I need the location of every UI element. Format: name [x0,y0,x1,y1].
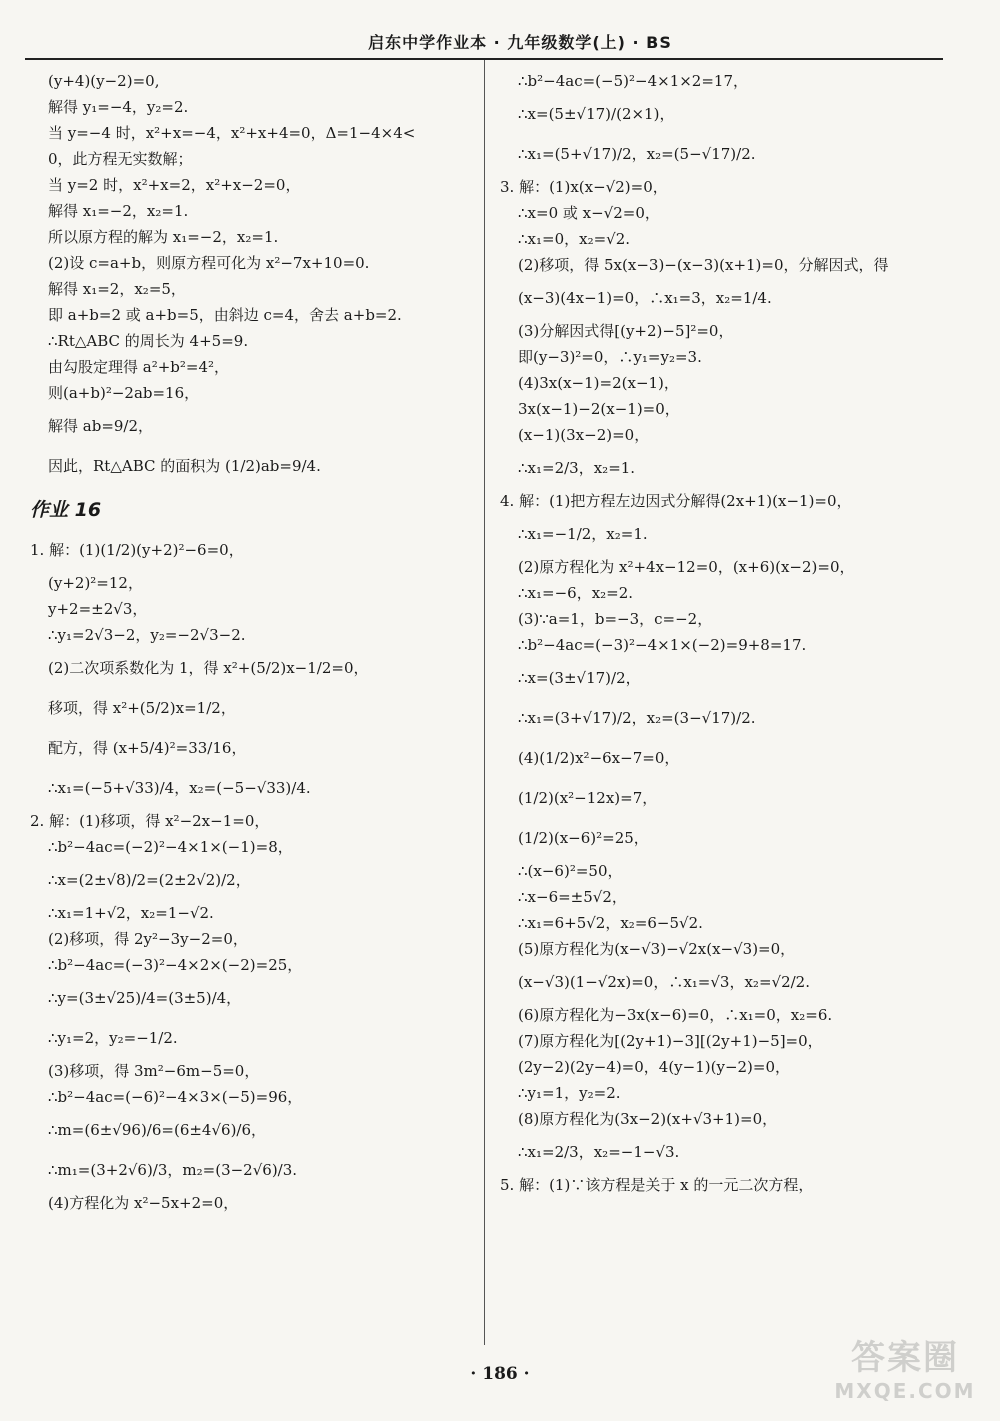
watermark-url: MXQE.COM [834,1379,976,1403]
text-line: ∴x=(2±√8)/2=(2±2√2)/2， [48,871,251,889]
text-line: 3. 解：(1)x(x−√2)=0， [500,178,668,196]
page-header: 启东中学作业本 · 九年级数学(上) · BS [368,33,672,52]
watermark-text: 答案圈 [851,1338,959,1378]
text-line: (2)移项，得 2y²−3y−2=0， [48,930,248,948]
watermark-logo [820,1330,990,1410]
text-line: 3x(x−1)−2(x−1)=0， [518,400,680,418]
text-line: ∴y₁=2√3−2，y₂=−2√3−2. [48,626,246,644]
text-line: (4)3x(x−1)=2(x−1)， [518,374,679,392]
text-line: (3)∵a=1，b=−3，c=−2， [518,610,713,628]
text-line: y+2=±2√3， [48,600,148,618]
text-line: 1. 解：(1)(1/2)(y+2)²−6=0， [30,541,244,559]
column-divider [484,60,485,1345]
text-line: 由勾股定理得 a²+b²=4²， [48,358,230,376]
text-line: (2)原方程化为 x²+4x−12=0，(x+6)(x−2)=0， [518,558,855,576]
text-line: 当 y=2 时，x²+x=2，x²+x−2=0， [48,176,301,194]
text-line: (3)分解因式得[(y+2)−5]²=0， [518,322,734,340]
text-line: ∴x₁=2/3，x₂=1. [518,459,636,477]
text-line: ∴m=(6±√96)/6=(6±4√6)/6， [48,1121,267,1139]
text-line: ∴x−6=±5√2， [518,888,627,906]
text-line: 当 y=−4 时，x²+x=−4，x²+x+4=0，Δ=1−4×4< [48,124,416,142]
text-line: (8)原方程化为(3x−2)(x+√3+1)=0， [518,1110,778,1128]
text-line: ∴x₁=−6，x₂=2. [518,584,634,602]
text-line: 即 a+b=2 或 a+b=5，由斜边 c=4，舍去 a+b=2. [48,306,402,324]
text-line: ∴b²−4ac=(−5)²−4×1×2=17， [518,72,749,90]
text-line: 则(a+b)²−2ab=16， [48,384,200,402]
text-line: (2y−2)(2y−4)=0，4(y−1)(y−2)=0， [518,1058,791,1076]
text-line: ∴x=(3±√17)/2， [518,669,641,687]
text-line: (4)方程化为 x²−5x+2=0， [48,1194,239,1212]
text-line: 所以原方程的解为 x₁=−2，x₂=1. [48,228,279,246]
text-line: (y+2)²=12， [48,574,143,592]
text-line: ∴Rt△ABC 的周长为 4+5=9. [48,332,249,350]
text-line: (7)原方程化为[(2y+1)−3][(2y+1)−5]=0， [518,1032,823,1050]
page-number: · 186 · [470,1364,530,1384]
text-line: ∴x₁=6+5√2，x₂=6−5√2. [518,914,703,932]
text-line: 解得 ab=9/2， [48,417,154,435]
text-line: (1/2)(x−6)²=25， [518,829,649,847]
section-title: 作业 16 [30,499,102,521]
text-line: ∴b²−4ac=(−3)²−4×2×(−2)=25， [48,956,303,974]
text-line: (1/2)(x²−12x)=7， [518,789,658,807]
text-line: (5)原方程化为(x−√3)−√2x(x−√3)=0， [518,940,796,958]
text-line: ∴b²−4ac=(−6)²−4×3×(−5)=96， [48,1088,303,1106]
text-line: (2)设 c=a+b，则原方程可化为 x²−7x+10=0. [48,254,370,272]
text-line: ∴y₁=2，y₂=−1/2. [48,1029,178,1047]
text-line: ∴x₁=(−5+√33)/4，x₂=(−5−√33)/4. [48,779,311,797]
text-line: 4. 解：(1)把方程左边因式分解得(2x+1)(x−1)=0， [500,492,852,510]
text-line: 即(y−3)²=0，∴y₁=y₂=3. [518,348,702,366]
text-line: ∴(x−6)²=50， [518,862,623,880]
text-line: ∴x₁=(5+√17)/2，x₂=(5−√17)/2. [518,145,756,163]
text-line: ∴b²−4ac=(−2)²−4×1×(−1)=8， [48,838,293,856]
right-column [500,68,970,1198]
text-line: ∴y=(3±√25)/4=(3±5)/4， [48,989,242,1007]
text-line: (x−3)(4x−1)=0，∴x₁=3，x₂=1/4. [518,289,772,307]
text-line: ∴m₁=(3+2√6)/3，m₂=(3−2√6)/3. [48,1161,298,1179]
text-line: 解得 x₁=−2，x₂=1. [48,202,189,220]
text-line: 2. 解：(1)移项，得 x²−2x−1=0， [30,812,270,830]
text-line: 因此，Rt△ABC 的面积为 (1/2)ab=9/4. [48,457,321,475]
text-line: 5. 解：(1)∵该方程是关于 x 的一元二次方程， [500,1176,814,1194]
text-line: ∴x₁=2/3，x₂=−1−√3. [518,1143,680,1161]
text-line: (x−√3)(1−√2x)=0，∴x₁=√3，x₂=√2/2. [518,973,810,991]
text-line: (x−1)(3x−2)=0， [518,426,650,444]
text-line: ∴b²−4ac=(−3)²−4×1×(−2)=9+8=17. [518,636,807,654]
left-column [30,68,470,1216]
text-line: ∴x=0 或 x−√2=0， [518,204,660,222]
text-line: ∴x₁=1+√2，x₂=1−√2. [48,904,214,922]
text-line: ∴x₁=(3+√17)/2，x₂=(3−√17)/2. [518,709,756,727]
text-line: (4)(1/2)x²−6x−7=0， [518,749,680,767]
text-line: (3)移项，得 3m²−6m−5=0， [48,1062,260,1080]
text-line: 解得 y₁=−4，y₂=2. [48,98,189,116]
text-line: 配方，得 (x+5/4)²=33/16， [48,739,247,757]
text-line: ∴x=(5±√17)/(2×1)， [518,105,675,123]
text-line: (6)原方程化为−3x(x−6)=0，∴x₁=0，x₂=6. [518,1006,833,1024]
text-line: 解得 x₁=2，x₂=5， [48,280,186,298]
text-line: (2)移项，得 5x(x−3)−(x−3)(x+1)=0，分解因式，得 [518,256,889,274]
text-line: 0，此方程无实数解； [48,150,193,168]
text-line: 移项，得 x²+(5/2)x=1/2， [48,699,236,717]
text-line: (y+4)(y−2)=0, [48,72,160,90]
text-line: ∴x₁=−1/2，x₂=1. [518,525,648,543]
text-line: ∴x₁=0，x₂=√2. [518,230,631,248]
text-line: (2)二次项系数化为 1，得 x²+(5/2)x−1/2=0， [48,659,369,677]
text-line: ∴y₁=1，y₂=2. [518,1084,621,1102]
